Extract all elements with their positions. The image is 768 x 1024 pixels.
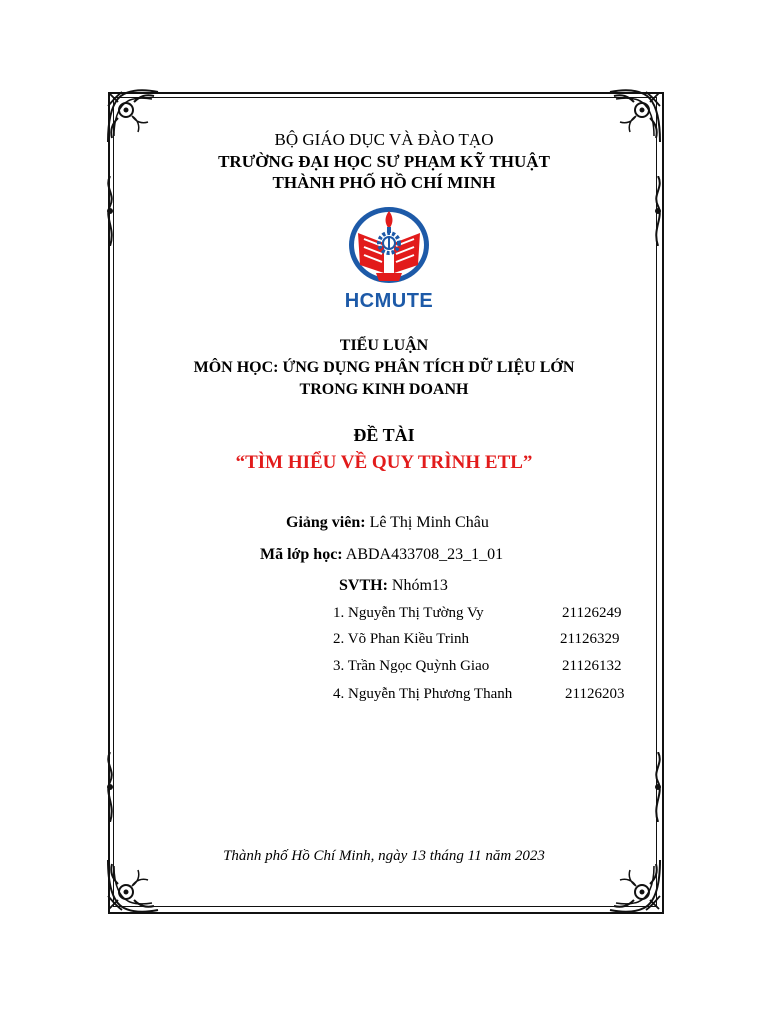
lecturer-name: Lê Thị Minh Châu — [369, 514, 489, 531]
member-name: Nguyễn Thị Tường Vy — [348, 605, 484, 621]
side-ornament-icon — [104, 752, 116, 822]
students-info — [339, 577, 448, 595]
class-code-value: ABDA433708_23_1_01 — [345, 546, 504, 563]
member-id: 21126249 — [562, 605, 622, 621]
students-label: SVTH: — [339, 577, 388, 594]
member-id: 21126329 — [560, 631, 620, 647]
member-id: 21126132 — [562, 658, 622, 674]
topic-label: ĐỀ TÀI — [353, 425, 415, 445]
document-type: TIỂU LUẬN — [339, 337, 429, 354]
side-ornament-icon — [652, 752, 664, 822]
member-item: 4. Nguyễn Thị Phương Thanh 21126203 — [333, 686, 625, 702]
member-name: Võ Phan Kiều Trinh — [347, 631, 470, 647]
logo-text: HCMUTE — [344, 290, 434, 312]
topic-title: “TÌM HIỂU VỀ QUY TRÌNH ETL” — [235, 452, 533, 473]
subject-line2: TRONG KINH DOANH — [299, 381, 469, 398]
member-item: 2. Võ Phan Kiều Trinh 21126329 — [333, 631, 620, 647]
member-id: 21126203 — [565, 686, 625, 702]
lecturer-label: Giảng viên: — [286, 514, 366, 531]
class-code-info — [260, 546, 503, 564]
member-item: 1. Nguyễn Thị Tường Vy 21126249 — [333, 605, 622, 621]
subject-line1: MÔN HỌC: ỨNG DỤNG PHÂN TÍCH DỮ LIỆU LỚN — [193, 359, 575, 376]
class-code-label: Mã lớp học: — [260, 546, 343, 563]
member-name: Nguyễn Thị Phương Thanh — [348, 686, 513, 702]
ministry-name: BỘ GIÁO DỤC VÀ ĐÀO TẠO — [274, 130, 494, 149]
place-date: Thành phố Hồ Chí Minh, ngày 13 tháng 11 năm 2023 — [223, 848, 545, 864]
school-name-line1: TRƯỜNG ĐẠI HỌC SƯ PHẠM KỸ THUẬT — [218, 152, 550, 171]
group-name: Nhóm13 — [391, 577, 448, 594]
lecturer-info — [286, 514, 489, 532]
school-name-line2: THÀNH PHỐ HỒ CHÍ MINH — [272, 173, 496, 192]
member-item: 3. Trần Ngọc Quỳnh Giao 21126132 — [333, 658, 622, 674]
member-name: Trần Ngọc Quỳnh Giao — [347, 658, 490, 674]
